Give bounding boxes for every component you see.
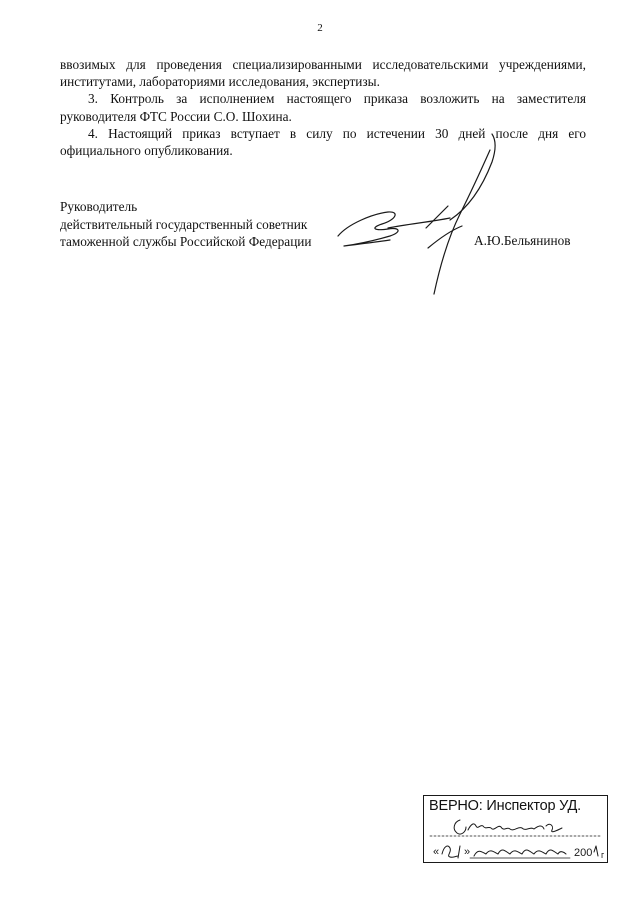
page-number: 2 <box>317 22 323 34</box>
paragraph-item-3: 3. Контроль за исполнением настоящего приказа возложить на заместителя руководителя ФТС России С.О. Шохина. <box>60 91 586 124</box>
certification-stamp <box>423 795 608 863</box>
svg-text:»: » <box>464 846 471 858</box>
signatory-name: А.Ю.Бельянинов <box>474 233 571 248</box>
paragraph-item-4: 4. Настоящий приказ вступает в силу по истечении 30 дней после дня его официального опубликования. <box>60 125 586 159</box>
signatory-title-line-1: Руководитель <box>60 199 138 214</box>
svg-text:200: 200 <box>574 847 593 859</box>
document-body <box>60 56 586 159</box>
stamp-handwriting <box>424 796 609 864</box>
paragraph-continuation: ввозимых для проведения специализированными исследовательскими учреждениями, институтами, лабораториями исследования, экспертизы. <box>60 57 586 90</box>
signatory-title-line-3: таможенной службы Российской Федерации <box>60 234 312 250</box>
signatory-title-line-2: действительный государственный советник <box>60 216 308 232</box>
svg-text:г: г <box>601 850 605 860</box>
stamp-title: ВЕРНО: Инспектор УД. <box>429 798 581 814</box>
svg-text:«: « <box>433 846 440 858</box>
